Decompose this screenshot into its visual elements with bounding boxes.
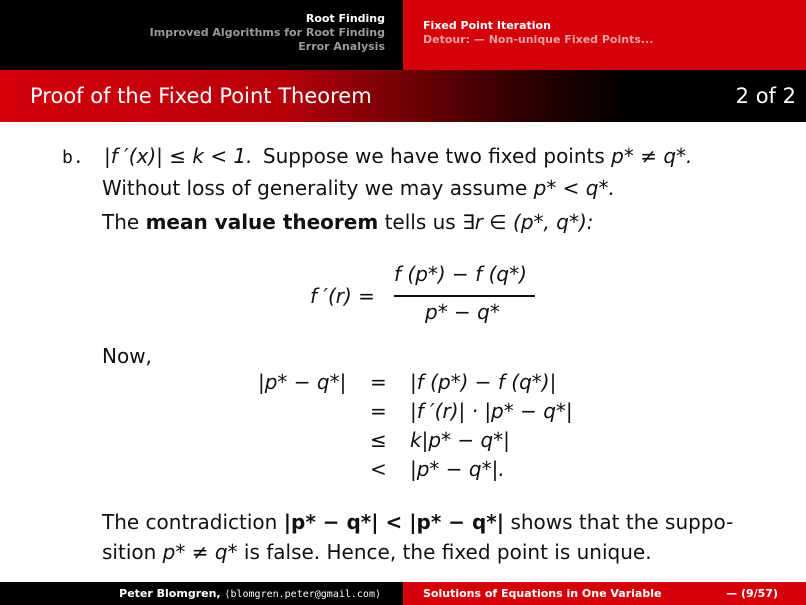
subsection-current[interactable]: Fixed Point Iteration <box>423 19 551 32</box>
body-line-2 <box>102 176 615 200</box>
formula-numerator: f (p*) − f (q*) <box>394 262 527 286</box>
section-list <box>150 12 385 54</box>
header-bar <box>0 0 806 70</box>
subsection-list <box>423 19 653 47</box>
body-line-3 <box>102 210 594 234</box>
footer-bar <box>0 582 806 605</box>
body-text: The <box>102 210 140 234</box>
chain-op: = <box>370 399 387 423</box>
now-label: Now, <box>102 344 152 368</box>
frame-title: Proof of the Fixed Point Theorem <box>30 84 372 108</box>
chain-op: ≤ <box>370 428 387 452</box>
author-name: Peter Blomgren, <box>119 587 221 600</box>
conclusion-line-1 <box>102 510 733 534</box>
conclusion-line-2 <box>102 540 652 564</box>
chain-op: = <box>370 370 387 394</box>
footer-author-panel <box>0 582 403 605</box>
header-subsection-nav <box>403 0 806 70</box>
body-text: Suppose we have two fixed points <box>262 144 605 168</box>
formula-lhs: f ′(r) = <box>310 284 375 308</box>
frame-page-indicator: 2 of 2 <box>735 84 796 108</box>
chain-rhs: k|p* − q*| <box>410 428 510 452</box>
body-text: shows that the suppo- <box>510 510 734 534</box>
assumption-expression: p* < q*. <box>533 176 615 200</box>
slide-body <box>0 122 806 582</box>
supposition-expression: p* ≠ q* <box>162 540 238 564</box>
body-text: The contradiction <box>102 510 278 534</box>
author-email: ⟨blomgren.peter@gmail.com⟩ <box>224 589 381 600</box>
existence-expression: ∃r ∈ (p*, q*): <box>462 210 594 234</box>
section-current[interactable]: Root Finding <box>305 12 385 25</box>
fraction-bar <box>394 295 535 297</box>
contradiction-expression: |p* − q*| < |p* − q*| <box>283 510 505 534</box>
chain-rhs: |f ′(r)| · |p* − q*| <box>410 399 573 423</box>
formula-denominator: p* − q* <box>425 300 500 324</box>
footer-author <box>119 587 381 600</box>
mean-value-formula <box>270 262 550 332</box>
section-item[interactable]: Error Analysis <box>298 40 385 53</box>
body-text: is false. Hence, the fixed point is unique. <box>243 540 652 564</box>
body-text: sition <box>102 540 157 564</box>
inequality-expression: p* ≠ q*. <box>611 144 693 168</box>
condition-expression: |f ′(x)| ≤ k < 1. <box>104 144 253 168</box>
frame-title-bar <box>0 70 806 122</box>
item-label: b. <box>62 147 84 168</box>
chain-rhs: |p* − q*|. <box>410 457 505 481</box>
footer-page-number: — (9/57) <box>726 587 778 600</box>
section-item[interactable]: Improved Algorithms for Root Finding <box>149 26 385 39</box>
emphasis-term: mean value theorem <box>145 210 379 234</box>
chain-lhs: |p* − q*| <box>258 370 347 394</box>
footer-info-panel <box>403 582 806 605</box>
header-section-nav <box>0 0 403 70</box>
chain-op: < <box>370 457 387 481</box>
body-line-1 <box>62 144 692 168</box>
chain-rhs: |f (p*) − f (q*)| <box>410 370 557 394</box>
footer-subtitle: Solutions of Equations in One Variable <box>423 587 662 600</box>
subsection-item[interactable]: Detour: — Non-unique Fixed Points... <box>423 33 654 46</box>
body-text: Without loss of generality we may assume <box>102 176 528 200</box>
body-text: tells us <box>384 210 456 234</box>
